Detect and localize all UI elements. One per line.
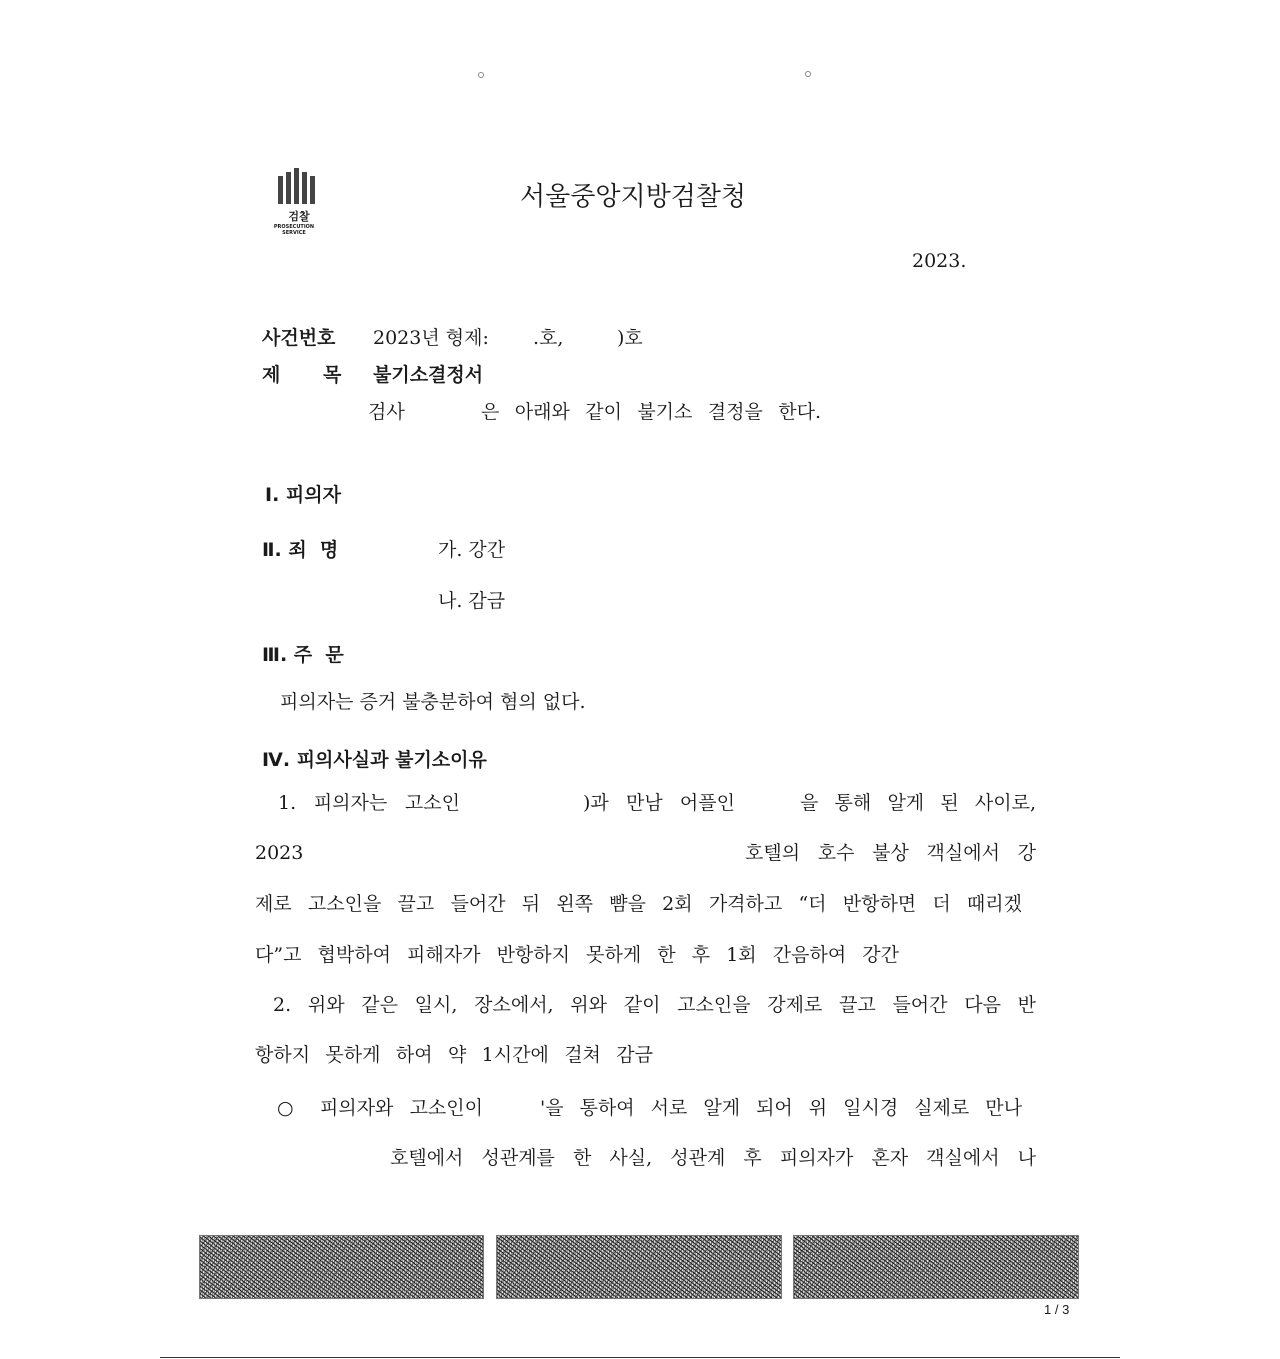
logo-bars-icon bbox=[278, 168, 336, 204]
body-line-8: 호텔에서 성관계를 한 사실, 성관계 후 피의자가 혼자 객실에서 나 bbox=[390, 1147, 1036, 1169]
case-number-prefix: 2023년 형제: bbox=[373, 327, 489, 349]
logo-korean: 검찰 bbox=[288, 210, 310, 223]
charge-a: 가. 강간 bbox=[438, 539, 506, 561]
charge-b: 나. 감금 bbox=[438, 590, 506, 612]
body-line-1b: )과 만남 어플인 bbox=[583, 792, 735, 814]
subject-value: 불기소결정서 bbox=[373, 364, 484, 386]
body-line-5: 2. 위와 같은 일시, 장소에서, 위와 같이 고소인을 강제로 끌고 들어간 다음 반 bbox=[273, 994, 1036, 1016]
scan-mark bbox=[478, 72, 484, 78]
prosecutor-statement: 은 아래와 같이 불기소 결정을 한다. bbox=[481, 401, 821, 423]
case-number-label: 사건번호 bbox=[262, 327, 336, 349]
section-2-heading: Ⅱ. 죄 명 bbox=[262, 539, 339, 561]
section-1-heading: Ⅰ. 피의자 bbox=[265, 484, 341, 506]
case-number-mid: .호, bbox=[533, 327, 564, 349]
body-line-1c: 을 통해 알게 된 사이로, bbox=[800, 792, 1036, 814]
body-line-3: 제로 고소인을 끌고 들어간 뒤 왼쪽 뺨을 2회 가격하고 “더 반항하면 더 때리겠 bbox=[255, 893, 1022, 915]
prosecutor-label: 검사 bbox=[368, 401, 405, 423]
body-line-7b: '을 통하여 서로 알게 되어 위 일시경 실제로 만나 bbox=[540, 1097, 1022, 1119]
section-4-heading: Ⅳ. 피의사실과 불기소이유 bbox=[262, 749, 487, 771]
logo-english: PROSECUTION SERVICE bbox=[273, 224, 315, 236]
body-line-2b: 호텔의 호수 불상 객실에서 강 bbox=[745, 842, 1036, 864]
subject-label-1: 제 bbox=[262, 364, 281, 386]
verification-barcode-3 bbox=[793, 1235, 1079, 1299]
page-indicator: 1 / 3 bbox=[1044, 1302, 1070, 1317]
disposition-text: 피의자는 증거 불충분하여 혐의 없다. bbox=[280, 691, 586, 713]
body-line-6: 항하지 못하게 하여 약 1시간에 걸쳐 감금 bbox=[255, 1044, 653, 1066]
document-date: 2023. bbox=[912, 250, 967, 272]
scan-mark bbox=[805, 71, 811, 77]
body-line-2a: 2023 bbox=[255, 842, 304, 864]
office-title: 서울중앙지방검찰청 bbox=[520, 182, 747, 212]
section-3-heading: Ⅲ. 주 문 bbox=[262, 644, 344, 666]
body-line-7a: ○ 피의자와 고소인이 bbox=[277, 1097, 483, 1119]
subject-label-2: 목 bbox=[323, 364, 342, 386]
body-line-1a: 1. 피의자는 고소인 bbox=[278, 792, 460, 814]
verification-barcode-1 bbox=[199, 1235, 484, 1299]
body-line-4: 다”고 협박하여 피해자가 반항하지 못하게 한 후 1회 간음하여 강간 bbox=[255, 944, 899, 966]
prosecution-logo bbox=[273, 168, 336, 236]
verification-barcode-2 bbox=[496, 1235, 782, 1299]
case-number-end: )호 bbox=[617, 327, 643, 349]
